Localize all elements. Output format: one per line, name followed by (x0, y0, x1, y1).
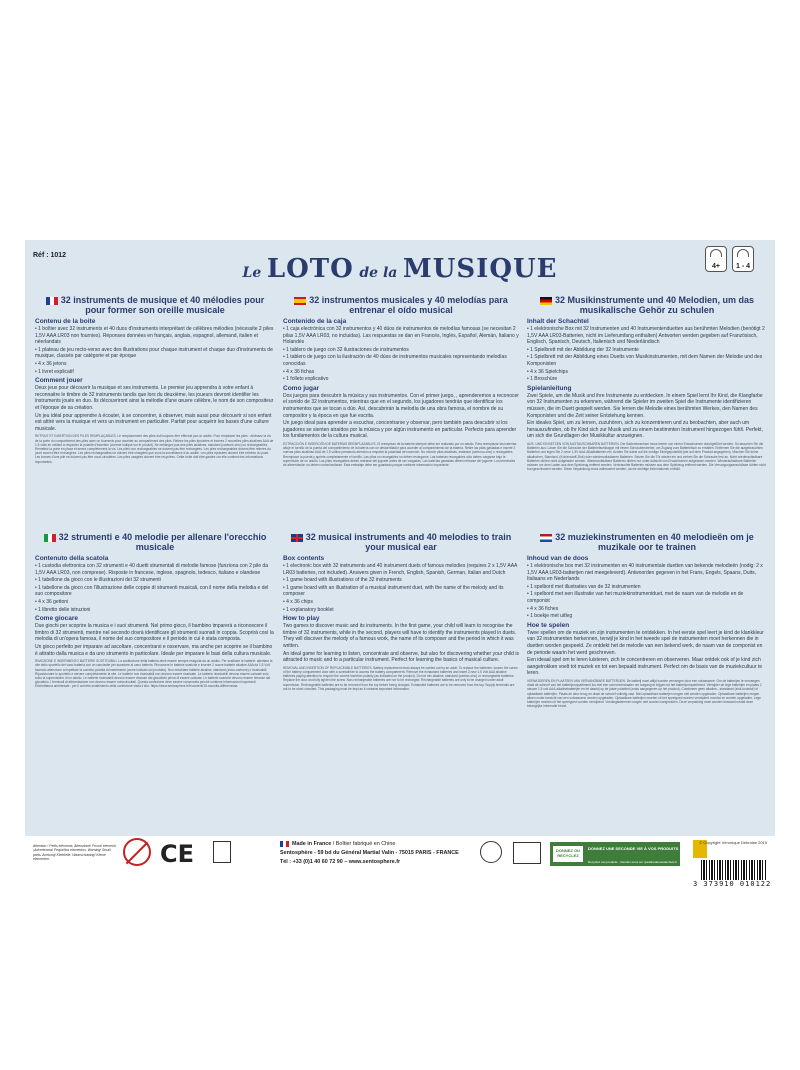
section-de-howto-title: Spielanleitung (527, 384, 572, 392)
flag-it-icon (44, 534, 56, 542)
section-es-contents-item: • 1 tablero de juego con 32 ilustraciones de instrumentos (283, 346, 409, 353)
section-en (283, 532, 519, 691)
reference-number: Réf : 1012 (33, 252, 67, 259)
section-nl-howto-title: Hoe te spelen (527, 621, 570, 629)
section-fr-contents-title: Contenu de la boite (35, 318, 96, 325)
section-it-contents-item: • 4 x 36 gettoni (35, 598, 69, 605)
title-loto: LOTO (266, 254, 354, 284)
players-badge-label: 1 - 4 (735, 263, 750, 270)
section-en-contents-title: Box contents (283, 555, 325, 562)
contact-line: Tél : +33 (0)1 40 60 72 90 – www.sentosphere.fr (280, 859, 401, 865)
section-it-heading: 32 strumenti e 40 melodie per allenare l'orecchio musicale (35, 532, 275, 552)
flag-fr-icon (46, 297, 58, 305)
section-en-contents-item: • 1 explanatory booklet (283, 606, 334, 613)
child-head-icon (710, 249, 722, 257)
section-nl-contents-item: • 4 x 36 fiches (527, 605, 559, 612)
section-en-contents-item: • 4 x 36 chips (283, 598, 313, 605)
flag-de-icon (540, 297, 552, 305)
section-nl-contents-item: • 1 spelbord met illustraties van de 32 instrumenten (527, 583, 641, 590)
section-en-battery-notice: REMOVAL AND INSERTION OF REPLACEABLE BATTERIES. Battery replacement must always be carried out by an adult. To replace the batteries: loosen the screw of the battery compartment door with a screwdriver to access the battery compartment. Remove the exhausted batteries and insert 2 new 1,5 Volt AAA alkaline batteries paying attention to respect the correct insertion polarity (as indicated on the product). Do not mix alkaline, standard (carbon-zinc) or rechargeable batteries. Replace the door and fully tighten the screw. Non-rechargeable batteries are not to be recharged. Rechargeable batteries are only to be charged under adult supervision. Rechargeable batteries are to be removed from the toy before being charged. Exhausted batteries are to be removed from the toy. Supply terminals are not to be short-circuited. This packaging must be kept as it contains important information. (283, 665, 518, 691)
players-badge (732, 246, 754, 272)
section-it-contents-title: Contenuto della scatola (35, 555, 109, 562)
section-nl-contents-item: • 1 elektronische box met 32 instrumenten en 40 instrumentale duetten van bekende melodieën (nodig: 2 x 1,5V AAA LR03-batterijen niet meegeleverd). Antwoorden gegeven in het Frans, Engels, Spaans, Duits, Italiaans en Nederlands (527, 563, 763, 583)
section-fr-howto-text: Un jeu idéal pour apprendre à écouter, à se concentrer, à observer, mais aussi pour découvrir si son enfant est attiré vers la musique et vers un instrument en particulier. Parfait pour acquérir les bases d'une culture musicale. (35, 412, 272, 432)
section-en-howto-text: An ideal game for learning to listen, concentrate and observe, but also for discovering whether your child is attracted to music and to a particular instrument. Perfect for learning the basics of musical culture. (283, 650, 519, 664)
donnez-recyclez-badge: DONNEZ OU RECYCLEZ (553, 846, 583, 862)
section-en-howto-title: How to play (283, 615, 320, 623)
section-en-contents-item: • 1 game board with an illustration of a musical instrument duet, with the name of the melody and its composer (283, 584, 504, 598)
section-es-howto-text: Un juego ideal para aprender a escuchar, concentrarse y observar, pero también para descubrir si los jugadores se sienten atraídos por la música y por algún instrumento en particular. Perfecto para aprender los fundamentos de la cultura musical. (283, 420, 517, 440)
section-en-heading: 32 musical instruments and 40 melodies to train your musical ear (283, 532, 519, 552)
section-nl-contents-title: Inhoud van de doos (527, 555, 589, 562)
title-musique: MUSIQUE (402, 254, 558, 284)
section-fr-contents-item: • 1 boîtier avec 32 instruments et 40 duos d'instruments interprétant de célèbres mélodies (nécessite 2 piles 1,5V AAA LR03 non fournies). Réponses données en français, anglais, espagnol, allemand, italien et néerlandais (35, 326, 274, 346)
title-le: Le (242, 265, 262, 281)
section-de-contents-item: • 4 x 36 Spielchips (527, 368, 568, 375)
section-it-howto-text: Due giochi per scoprire la musica e i suoi strumenti. Nel primo gioco, il bambino imparerà a riconoscere il timbro di 32 strumenti, mentre nel secondo dovrà identificare gli strumenti suonati in coppia. Scoprirà così la melodia di un'opera famosa, il nome del suo compositore e il periodo in cui è stata composta. (35, 623, 274, 643)
crossed-bin-icon (213, 841, 231, 863)
section-es-contents-item: • 4 x 36 fichas (283, 368, 315, 375)
section-fr (35, 295, 275, 464)
section-es-contents-item: • 1 tablero de juego con la ilustración de 40 dúos de instrumentos musicales representando melodías conocidas (283, 354, 507, 367)
age-badge-label: 4+ (712, 263, 720, 270)
section-fr-battery-notice: RETRAIT ET INSERTION DES PILES REMPLAÇABLES. Le remplacement des piles doit toujours être effectué par un adulte. Pour remplacer les piles : dévissez la vis de la porte du compartiment des piles avec un tournevis pour accéder au compartiment des piles. Retirez les piles épuisées et insérez 2 nouvelles piles alcalines AAA de 1,5 volts en veillant à respecter la polarité d'insertion (comme indiqué sur le produit). Ne mélangez pas des piles alcalines, standard (carbone-zinc) ou rechargeables. Remettez la porte en place et serrez complètement la vis. Les piles non rechargeables ne doivent pas être rechargées. Les piles rechargeables doivent être retirées du jouet avant d'être rechargées. Les piles rechargeables ne doivent être chargées que sous la surveillance d'un adulte. Les piles épuisées doivent être retirées du jouet. Les bornes d'une pile ne doivent pas être court-circuitées. Les piles usagées doivent être recyclées. Cette boîte doit être gardée car elle contient des informations importantes. (35, 434, 274, 464)
small-parts-warning: Attention ! Petits éléments. Attenzione! Piccoli elementi. ¡Advertencia! Pequeños elementos. Warning! Small parts. Achtung! Kleinteile. Waarschuwing! Kleine elementen. (33, 844, 117, 862)
section-de-howto-text: Ein ideales Spiel, um zu lernen, zuzuhören, sich zu konzentrieren und zu beobachten, aber auch um herauszufinden, ob Ihr Kind sich zur Musik und zu einem bestimmten Instrument hingezogen fühlt. Perfekt, um sich die Grundlagen der Musikkultur anzueignen. (527, 420, 763, 440)
triman-icon (480, 841, 502, 863)
section-de-contents-title: Inhalt der Schachtel (527, 318, 589, 325)
section-nl-heading: 32 muziekinstrumenten en 40 melodieën om je muzikale oor te trainen (527, 532, 767, 552)
section-fr-howto-title: Comment jouer (35, 377, 83, 385)
section-nl (527, 532, 767, 708)
section-de-contents-item: • 1 Spielbrett mit der Abbildung eines Duetts von Musikinstrumenten, mit dem Namen der Melodie und des Komponisten (527, 354, 763, 367)
section-it-contents-item: • 1 tabellone da gioco con l'illustrazione delle coppie di strumenti musicali, con il nome della melodia e del suo compositore (35, 584, 269, 598)
section-en-contents-item: • 1 game board with illustrations of the 32 instruments (283, 577, 402, 584)
barcode (701, 860, 767, 880)
section-de-heading: 32 Musikinstrumente und 40 Melodien, um das musikalische Gehör zu schulen (527, 295, 767, 315)
section-es-howto-text: Dos juegos para descubrir la música y sus instrumentos. Con el primer juego, , aprenderemos a reconocer el sonido de 32 instrumentos, mientras que en el segundo, los jugadores tendrán que identificar los instrumentos que se tocan a dúo. Así, descubrirán la melodía de una obra famosa, el nombre de su compositor y la época en que fue escrita. (283, 392, 519, 419)
back-panel (25, 240, 775, 836)
manufacturer-info (280, 840, 459, 867)
section-it-contents-item: • 1 libretto delle istruzioni (35, 606, 91, 613)
flag-uk-icon (291, 534, 303, 542)
flag-nl-icon (540, 534, 552, 542)
section-nl-contents-item: • 1 spelbord met een illustratie van het muziekinstrumentduet, met de naam van de melodie en de componist (527, 591, 744, 604)
section-de-contents-item: • 1 elektronische Box mit 32 Instrumenten und 40 Instrumentenduetten aus berühmten Melodien (benötigt 2 1,5V AAA LR03-Batterien, nicht im Lieferumfang enthalten) Antworten werden gegeben auf Französisch, Englisch, Spanisch, Deutsch, Italienisch und Niederländisch (527, 326, 765, 346)
age-badge (705, 246, 727, 272)
barcode-number: 3 373910 010122 (693, 880, 772, 888)
section-es-contents-item: • 1 caja electrónica con 32 instrumentos y 40 dúos de instrumentos de melodías famosas (se necesitan 2 pilas 1,5V AAA LR03, no incluidas). Las respuestas se dan en Francés, Inglés, Español, Alemán, Italiano y Holandés (283, 326, 519, 346)
donate-recycle-label (550, 842, 680, 866)
ce-mark-icon: CE (160, 840, 195, 868)
section-nl-howto-text: Twee spellen om de muziek en zijn instrumenten te ontdekken. In het eerste spel leert je kind de klankkleur van 32 instrumenten herkennen, terwijl je kind in het tweede spel de instrumenten moet herkennen die in duetten worden gespeeld. Ze ontdekt het de melodie van een bekend werk, de naam van de componist en de periode waarin het werd geschreven. (527, 629, 764, 656)
green-label-subtext: Recyclez vos produits... Rendez-vous sur quefairedemesdechets.fr (588, 860, 678, 864)
flag-es-icon (294, 297, 306, 305)
section-fr-howto-text: Deux jeux pour découvrir la musique et ses instruments. Le premier jeu apprendra à votre enfant à reconnaitre le timbre de 32 instruments tandis que lors du deuxième, les joueurs devront identifier les instruments joués en duo. Ils découvriront ainsi la mélodie d'une œuvre célèbre, le nom de son compositeur et l'époque de sa création. (35, 385, 274, 411)
section-fr-heading: 32 instruments de musique et 40 mélodies pour pour former son oreille musicale (35, 295, 275, 315)
section-de-contents-item: • 1 Broschüre (527, 376, 558, 383)
green-label-text: DONNEZ UNE SECONDE VIE À VOS PRODUITS (588, 846, 679, 851)
address-line: Sentosphère - 59 bd du Général Martial Valin - 75015 PARIS - FRANCE (280, 850, 459, 856)
players-icon (737, 249, 749, 257)
section-de-contents-item: • 1 Spielbrett mit der Abbildung der 32 Instrumente (527, 346, 639, 353)
section-es-howto-title: Como jugar (283, 384, 320, 392)
section-it-howto-text: Un gioco perfetto per imparare ad ascoltare, concentrarsi e osservare, ma anche per scoprire se il bambino è attratto dalla musica e da uno strumento in particolare. Ideale per imparare le basi della cultura musicale. (35, 643, 273, 657)
section-de (527, 295, 767, 471)
section-es-contents-item: • 1 folleto explicativo (283, 376, 329, 383)
section-nl-contents-item: • 1 boekje met uitleg (527, 613, 573, 620)
no-under-3-icon (123, 838, 151, 866)
made-in-line: Made in France / Boîtier fabriqué en Chine (280, 840, 459, 849)
section-es-contents-title: Contenido de la caja (283, 318, 347, 325)
section-en-contents-item: • 1 electronic box with 32 instruments and 40 instrument duets of famous melodies (requires 2 x 1,5V AAA LR03 batteries, not included). Answers given in French, English, Spanish, German, Italian and Dutch (283, 563, 518, 576)
section-fr-contents-item: • 1 plateau de jeu recto-verso avec des illustrations pour chaque instrument et chaque duo d'instruments de musique, classés par catégorie et par époque (35, 346, 273, 360)
section-it-contents-item: • 1 tabellone da gioco con le illustrazioni dei 32 strumenti (35, 577, 161, 584)
section-es (283, 295, 519, 467)
section-de-howto-text: Zwei Spiele, um die Musik und ihre Instrumente zu entdecken. In einem Spiel lernt Ihr Kind, die Klangfarbe von 32 Instrumenten zu erkennen, während die Spieler im zweiten Spiel die Instrumente identifizieren müssen, die im Duett gespielt werden. Sie lernen die Melodie eines berühmten Werkes, den Namen des Komponisten und die Zeit seiner Entstehung kennen. (527, 392, 763, 419)
section-it-battery-notice: RIMOZIONE E INSERIMENTO BATTERIE SOSTITUIBILI. La sostituzione della batteria deve essere sempre eseguita da un adulto. Per sostituire le batterie: allentare la vite dello sportello del vano batteria con un cacciavite per accedere al vano batteria. Rimuovere le batterie scariche e inserire 2 nuove batterie alcaline AAA da 1,5 Volt facendo attenzione a rispettare la corretta polarità di inserimento (come indicato sul prodotto). Non mischiare batterie alcaline, standard (zinco-carbone) o ricaricabili. Riposizionare lo sportello e serrare completamente la vite. Le batterie non ricaricabili non devono essere ricaricate. Le batterie ricaricabili devono essere caricate solo sotto la supervisione di un adulto. Le batterie ricaricabili devono essere rimosse dal giocattolo prima di essere caricate. Le batterie scariche devono essere rimosse dal giocattolo. I terminali di alimentazione non devono essere cortocircuitati. Questa confezione deve essere conservata perché contiene informazioni importanti. Etichettatura ambientale : per il corretto smaltimento della confezione visita il sito: https://www.sentosphere.fr/fr/content/15-raccolta-differenziata (35, 659, 273, 689)
section-it-howto-title: Come giocare (35, 615, 78, 623)
section-en-howto-text: Two games to discover music and its instruments. In the first game, your child will learn to recognise the timbre of 32 instruments, while in the second, players will have to identify the instruments played in duets. They will discover the melody of a famous work, the name of its composer and the period in which it was written. (283, 623, 517, 649)
section-nl-howto-text: Een ideaal spel om te leren luisteren, zich te concentreren en observeren. Maar ontdek ook of je kind zich aangetrokken voelt tot muziek en tot een bepaald instrument. Perfect om de basis van de muziekcultuur te leren. (527, 657, 763, 677)
section-it-contents-item: • 1 custodia elettronica con 32 strumenti e 40 duetti strumentali di melodie famose (funziona con 2 pile da 1,5V AAA LR03, non comprese). Risposte in francese, inglese, spagnolo, tedesco, italiano e olandese (35, 563, 268, 576)
section-es-heading: 32 instrumentos musicales y 40 melodías para entrenar el oído musical (283, 295, 519, 315)
flag-fr-small-icon (280, 841, 289, 847)
game-title (25, 254, 775, 284)
section-es-battery-notice: EXTRACCIÓN E INSERCIÓN DE BATERÍAS REEMPLAZABLES. El reemplazo de la batería siempre debe ser realizado por un adulto. Para reemplazar las baterías: afloje el tornillo de la puerta del compartimiento de la batería con un destornillador para acceder al compartimiento de la batería. Retire las pilas gastadas e inserte 2 nuevas pilas alcalinas AAA de 1,5 voltios prestando atención a respetar la polaridad de inserción. No mezcle pilas alcalinas, estándar (carbono-zinc) o recargables. Reemplace la puerta y apriete completamente el tornillo. Las pilas no recargables no deben recargarse. Las baterías recargables sólo deben cargarse bajo la supervisión de un adulto. Las pilas recargables deben retirarse del juguete antes de ser cargadas. Las baterías gastadas deben retirarse del juguete. Los terminales de alimentación no deben cortocircuitarse. Esta embalaje debe ser guardado porque contiene información importante. (283, 441, 517, 467)
section-fr-contents-item: • 4 x 36 jetons (35, 360, 67, 367)
section-it (35, 532, 275, 689)
section-fr-contents-item: • 1 livret explicatif (35, 368, 74, 375)
recycle-icon (513, 842, 541, 864)
section-nl-battery-notice: VERWIJDEREN EN PLAATSEN VAN VERVANGBARE BATTERIJEN. De batterij moet altijd worden vervangen door een volwassene. Om de batterijen te vervangen: draai de schroef van het batterijcompartiment los met een schroevendraaier om toegang te krijgen tot het batterijcompartiment. Verwijder de lege batterijen en plaats 2 nieuwe 1,5 volt AAA-alkalinebatterijen en let daarbij op de juiste polariteit (zoals aangegeven op het product). Combineer geen alkaline-, standaard (zink-koolstof) of oplaadbare batterijen. Plaats de deur terug en draai de schroef volledig vast. Niet-oplaadbare batterijen mogen niet worden opgeladen. Oplaadbare batterijen mogen alleen onder toezicht van een volwassene worden opgeladen. Oplaadbare batterijen moeten uit het speelgoed worden verwijderd voordat ze worden opgeladen. Lege batterijen moeten uit het speelgoed worden verwijderd. Voedingsklemmen mogen niet worden kortgesloten. Deze verpakking moet worden bewaard omdat deze belangrijke informatie bevat. (527, 678, 762, 709)
title-dela: de la (359, 265, 398, 281)
copyright: © Copyright Véronique Debroise 2019 (699, 840, 767, 845)
footer (25, 838, 775, 888)
section-de-battery-notice: AUS- UND EINSETZEN VON AUSTAUSCHBAREN BATTERIEN. Der Batteriewechsel muss immer von einem Erwachsenen durchgeführt werden. So tauschen Sie die Batterien aus: Lösen Sie die Schraube der Batteriefachklappe mit einem Schraubendreher, um Zugang zum Batteriefach zu erhalten. Entfernen Sie die aufgebrauchten Batterien und legen Sie 2 neue 1,5V AAA-Alkalibatterien ein. Achten Sie dabei auf die richtige Einlegepolarität (wie auf dem Produkt angegeben). Mischen Sie keine alkalischen, Standard- (Kohlenstoff-Zink) oder wiederaufladbaren Batterien. Setzen Sie die Tür wieder ein und ziehen Sie die Schraube fest an. Nicht wiederaufladbare Batterien dürfen nicht aufgeladen werden. Wiederaufladbare Batterien dürfen nur unter Aufsicht von Erwachsenen aufgeladen werden. Wiederaufladbare Batterien müssen vor dem Laden aus dem Spielzeug entfernt werden. Verbrauchte Batterien müssen aus dem Spielzeug entfernt werden. Die Versorgungsanschlüsse dürfen nicht kurzgeschlossen werden. Diese Verpackung muss aufbewahrt werden, da sie wichtige Informationen enthält. (527, 441, 766, 472)
